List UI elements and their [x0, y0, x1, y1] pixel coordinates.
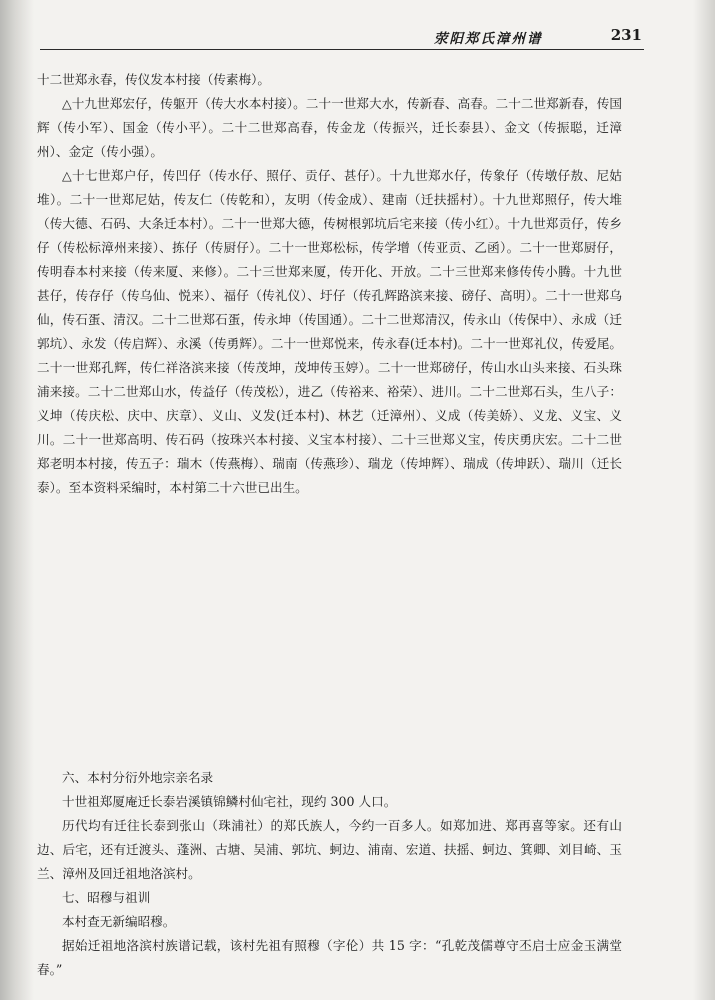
scan-shadow-right [693, 0, 715, 1000]
paragraph: 十世祖郑厦庵迁长泰岩溪镇锦鳞村仙宅社，现约 300 人口。 [62, 794, 397, 809]
page-number: 231 [610, 26, 642, 44]
scan-shadow-left [0, 0, 34, 1000]
paragraph: 历代均有迁往长泰到张山（珠浦社）的郑氏族人，今约一百多人。如郑加进、郑再喜等家。还有山边、后宅，还有迁渡头、蓬洲、古塘、吴浦、郭坑、蚵边、浦南、宏道、扶摇、蚵边、箕卿、刘目崎、玉兰、漳州及回迁祖地洛滨村。 [37, 818, 622, 881]
header-rule [40, 49, 644, 50]
running-header [434, 26, 642, 48]
branch-section [37, 766, 622, 982]
paragraph: △十九世郑宏仔，传躯开（传大水本村接）。二十一世郑大水，传新春、高春。二十二世郑新春，传国辉（传小军）、国金（传小平）。二十二世郑高春，传金龙（传振兴，迁长泰县）、金文（传振聪，迁漳州）、金定（传小强）。 [37, 96, 622, 159]
running-title: 荥阳郑氏漳州谱 [434, 31, 543, 47]
paragraph: △十七世郑户仔，传凹仔（传水仔、照仔、贡仔、甚仔）。十九世郑水仔，传象仔（传墩仔敖、尼姑堆）。二十一世郑尼姑，传友仁（传乾和），友明（传金成）、建南（迁扶摇村）。十九世郑照仔，传大堆（传大德、石码、大条迁本村）。二十一世郑大德，传树根郭坑后宅来接（传小红）。十九世郑贡仔，传乡仔（传松标漳州来接）、拣仔（传厨仔）。二十一世郑松标，传学增（传亚贡、乙函）。二十一世郑厨仔，传明春本村来接（传来厦、来修）。二十三世郑来厦，传开化、开放。二十三世郑来修传传小腾。十九世甚仔，传存仔（传乌仙、悦来）、福仔（传礼仪）、圩仔（传孔辉路滨来接、磅仔、高明）。二十一世郑乌仙，传石蛋、清汉。二十二世郑石蛋，传永坤（传国通）。二十二世郑清汉，传永山（传保中）、永成（迁郭坑）、永发（传启辉）、永溪（传勇辉）。二十一世郑悦来，传永春(迁本村)。二十一世郑礼仪，传爱尾。二十一世郑孔辉，传仁祥洛滨来接（传茂坤，茂坤传玉婷）。二十一世郑磅仔，传山水山头来接、石头珠浦来接。二十二世郑山水，传益仔（传茂松），进乙（传裕来、裕荣）、进川。二十二世郑石头，生八子：义坤（传庆松、庆中、庆章）、义山、义发(迁本村)、林艺（迁漳州）、义成（传美娇）、义龙、义宝、义川。二十一世郑高明、传石码（按珠兴本村接、义宝本村接）、二十三世郑义宝，传庆勇庆宏。二十二世郑老明本村接，传五子：瑞木（传燕梅）、瑞南（传燕珍）、瑞龙（传坤辉）、瑞成（传坤跃）、瑞川（迁长泰）。至本资料采编时，本村第二十六世已出生。 [37, 168, 622, 495]
section-heading: 七、昭穆与祖训 [62, 890, 151, 905]
paragraph: 据始迁祖地洛滨村族谱记载，该村先祖有照穆（字伦）共 15 字：“孔乾茂儒尊守丕启士应金玉满堂春。” [37, 938, 622, 977]
section-heading: 六、本村分衍外地宗亲名录 [62, 770, 214, 785]
paragraph: 本村查无新编昭穆。 [62, 914, 176, 929]
paragraph: 十二世郑永春，传仪发本村接（传素梅）。 [37, 72, 270, 87]
genealogy-body [37, 68, 622, 500]
